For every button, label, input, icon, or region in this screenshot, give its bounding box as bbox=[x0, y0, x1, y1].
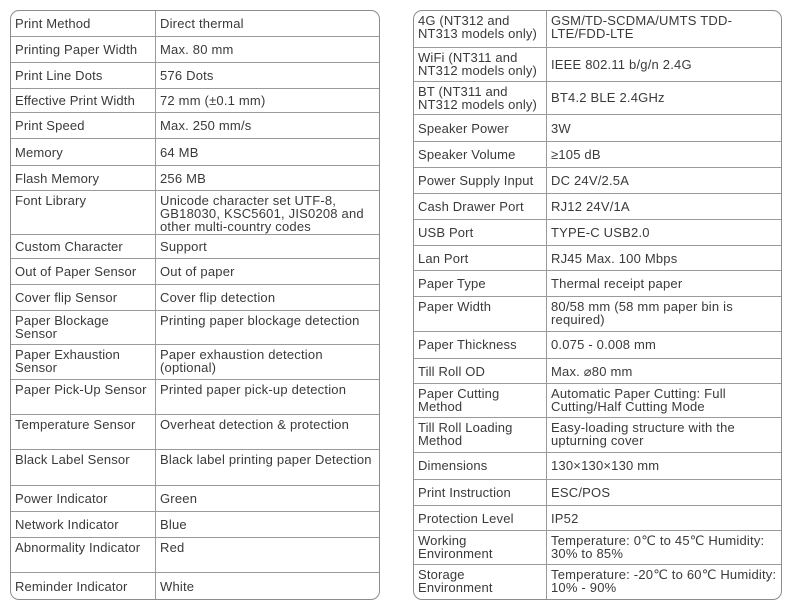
spec-value: Green bbox=[160, 490, 198, 506]
spec-value: Printing paper blockage detection bbox=[160, 312, 360, 328]
spec-label: Paper Type bbox=[414, 271, 547, 296]
spec-row-paper-pick-up-sensor bbox=[11, 379, 379, 414]
spec-label: Protection Level bbox=[414, 506, 547, 531]
spec-row-paper-blockage-sensor bbox=[11, 310, 379, 345]
spec-value: 64 MB bbox=[160, 144, 199, 160]
spec-value: Support bbox=[160, 238, 207, 254]
spec-row-speaker-volume bbox=[414, 141, 781, 167]
spec-value: ≥105 dB bbox=[551, 147, 601, 162]
spec-label: Black Label Sensor bbox=[11, 450, 156, 485]
spec-value: IEEE 802.11 b/g/n 2.4G bbox=[551, 56, 692, 72]
spec-row-network-indicator bbox=[11, 511, 379, 538]
spec-row-print-line-dots bbox=[11, 62, 379, 88]
spec-label: Till Roll Loading Method bbox=[414, 418, 547, 452]
spec-row-till-roll-od bbox=[414, 358, 781, 384]
spec-label: Lan Port bbox=[414, 246, 547, 270]
spec-row-out-of-paper-sensor bbox=[11, 258, 379, 284]
spec-label: Cash Drawer Port bbox=[414, 194, 547, 219]
left-spec-table bbox=[10, 10, 380, 600]
spec-label: Speaker Power bbox=[414, 115, 547, 141]
spec-value: Cover flip detection bbox=[160, 289, 276, 305]
spec-row-temperature-sensor bbox=[11, 414, 379, 449]
spec-value: DC 24V/2.5A bbox=[551, 172, 630, 188]
spec-value: Printed paper pick-up detection bbox=[160, 382, 347, 398]
spec-value: Direct thermal bbox=[160, 15, 244, 31]
spec-value: 130×130×130 mm bbox=[551, 458, 660, 474]
spec-value: BT4.2 BLE 2.4GHz bbox=[551, 90, 665, 106]
spec-label: Print Line Dots bbox=[11, 63, 156, 88]
spec-label: Print Speed bbox=[11, 113, 156, 138]
spec-value: Unicode character set UTF-8, GB18030, KSC5601, JIS0208 and other multi-country codes bbox=[160, 193, 364, 235]
spec-value: ESC/POS bbox=[551, 484, 611, 500]
spec-label: Flash Memory bbox=[11, 166, 156, 190]
spec-row-paper-cutting-method bbox=[414, 383, 781, 417]
spec-label: Reminder Indicator bbox=[11, 573, 156, 599]
spec-value: Automatic Paper Cutting: Full Cutting/Half Cutting Mode bbox=[551, 386, 726, 415]
spec-row-power-indicator bbox=[11, 485, 379, 511]
spec-label: Paper Pick-Up Sensor bbox=[11, 380, 156, 414]
spec-label: WiFi (NT311 and NT312 models only) bbox=[414, 48, 547, 81]
spec-row-reminder-indicator bbox=[11, 572, 379, 599]
spec-row-dimensions bbox=[414, 452, 781, 479]
spec-label: BT (NT311 and NT312 models only) bbox=[414, 82, 547, 115]
spec-label: Paper Exhaustion Sensor bbox=[11, 345, 156, 379]
spec-row-print-instruction bbox=[414, 479, 781, 505]
spec-value: Blue bbox=[160, 516, 187, 532]
spec-value: Temperature: -20℃ to 60℃ Humidity: 10% - 90% bbox=[551, 567, 777, 596]
spec-label: USB Port bbox=[414, 220, 547, 246]
spec-label: Font Library bbox=[11, 191, 156, 234]
spec-label: Custom Character bbox=[11, 235, 156, 258]
spec-row-print-speed bbox=[11, 112, 379, 138]
spec-value: GSM/TD-SCDMA/UMTS TDD-LTE/FDD-LTE bbox=[551, 13, 733, 41]
spec-label: Paper Thickness bbox=[414, 332, 547, 358]
spec-label: Power Indicator bbox=[11, 486, 156, 511]
spec-label: Temperature Sensor bbox=[11, 415, 156, 449]
spec-label: Cover flip Sensor bbox=[11, 285, 156, 310]
spec-value: Paper exhaustion detection (optional) bbox=[160, 347, 323, 376]
spec-label: Print Method bbox=[11, 11, 156, 36]
spec-row-black-label-sensor bbox=[11, 449, 379, 485]
spec-value: Max. 80 mm bbox=[160, 41, 234, 57]
spec-row-font-library bbox=[11, 190, 379, 234]
spec-label: Dimensions bbox=[414, 453, 547, 479]
spec-row-paper-exhaustion-sensor bbox=[11, 344, 379, 379]
spec-label: Print Instruction bbox=[414, 480, 547, 505]
spec-row-print-method bbox=[11, 11, 379, 36]
spec-row-effective-print-width bbox=[11, 88, 379, 113]
spec-value: 3W bbox=[551, 120, 571, 136]
spec-row-usb-port bbox=[414, 219, 781, 246]
spec-row-flash-memory bbox=[11, 165, 379, 190]
spec-value: RJ12 24V/1A bbox=[551, 198, 630, 214]
spec-row-lan-port bbox=[414, 245, 781, 270]
spec-value: Overheat detection & protection bbox=[160, 417, 350, 433]
spec-label: Out of Paper Sensor bbox=[11, 259, 156, 284]
spec-label: Speaker Volume bbox=[414, 142, 547, 167]
spec-row-custom-character bbox=[11, 234, 379, 258]
spec-label: Working Environment bbox=[414, 531, 547, 564]
spec-label: Storage Environment bbox=[414, 565, 547, 599]
spec-value: 256 MB bbox=[160, 170, 207, 186]
spec-value: Thermal receipt paper bbox=[551, 276, 683, 292]
spec-row-storage-environment bbox=[414, 564, 781, 599]
spec-label: 4G (NT312 and NT313 models only) bbox=[414, 11, 547, 47]
spec-value: 576 Dots bbox=[160, 67, 214, 83]
spec-label: Network Indicator bbox=[11, 512, 156, 538]
spec-value: TYPE-C USB2.0 bbox=[551, 224, 650, 240]
spec-value: Black label printing paper Detection bbox=[160, 451, 372, 467]
spec-row-till-roll-loading-method bbox=[414, 417, 781, 452]
spec-row-speaker-power bbox=[414, 114, 781, 141]
spec-value: Max. 250 mm/s bbox=[160, 118, 252, 134]
spec-label: Abnormality Indicator bbox=[11, 538, 156, 572]
spec-row-power-supply-input bbox=[414, 167, 781, 193]
spec-row-working-environment bbox=[414, 530, 781, 564]
spec-label: Paper Blockage Sensor bbox=[11, 311, 156, 345]
spec-label: Till Roll OD bbox=[414, 359, 547, 384]
spec-value: IP52 bbox=[551, 510, 579, 526]
spec-row-4g-nt312-and-nt313-models-only bbox=[414, 11, 781, 47]
spec-row-wifi-nt311-and-nt312-models-only bbox=[414, 47, 781, 81]
spec-label: Power Supply Input bbox=[414, 168, 547, 193]
spec-row-protection-level bbox=[414, 505, 781, 531]
spec-label: Paper Width bbox=[414, 297, 547, 331]
spec-value: Max. ⌀80 mm bbox=[551, 363, 633, 379]
spec-row-cash-drawer-port bbox=[414, 193, 781, 219]
spec-value: Out of paper bbox=[160, 263, 235, 279]
spec-value: 0.075 - 0.008 mm bbox=[551, 337, 657, 353]
spec-label: Paper Cutting Method bbox=[414, 384, 547, 417]
right-spec-table bbox=[413, 10, 782, 600]
spec-row-memory bbox=[11, 138, 379, 165]
spec-row-paper-thickness bbox=[414, 331, 781, 358]
spec-row-paper-type bbox=[414, 270, 781, 296]
spec-label: Effective Print Width bbox=[11, 89, 156, 113]
spec-value: 80/58 mm (58 mm paper bin is required) bbox=[551, 299, 733, 328]
spec-value: 72 mm (±0.1 mm) bbox=[160, 93, 266, 108]
spec-row-cover-flip-sensor bbox=[11, 284, 379, 310]
spec-label: Printing Paper Width bbox=[11, 37, 156, 62]
spec-row-paper-width bbox=[414, 296, 781, 331]
spec-value: Temperature: 0℃ to 45℃ Humidity: 30% to 85% bbox=[551, 533, 765, 562]
spec-row-bt-nt311-and-nt312-models-only bbox=[414, 81, 781, 115]
spec-label: Memory bbox=[11, 139, 156, 165]
spec-value: Red bbox=[160, 540, 185, 556]
spec-value: Easy-loading structure with the upturning cover bbox=[551, 420, 735, 449]
spec-value: RJ45 Max. 100 Mbps bbox=[551, 250, 678, 266]
spec-value: White bbox=[160, 578, 195, 594]
spec-row-abnormality-indicator bbox=[11, 537, 379, 572]
spec-row-printing-paper-width bbox=[11, 36, 379, 62]
